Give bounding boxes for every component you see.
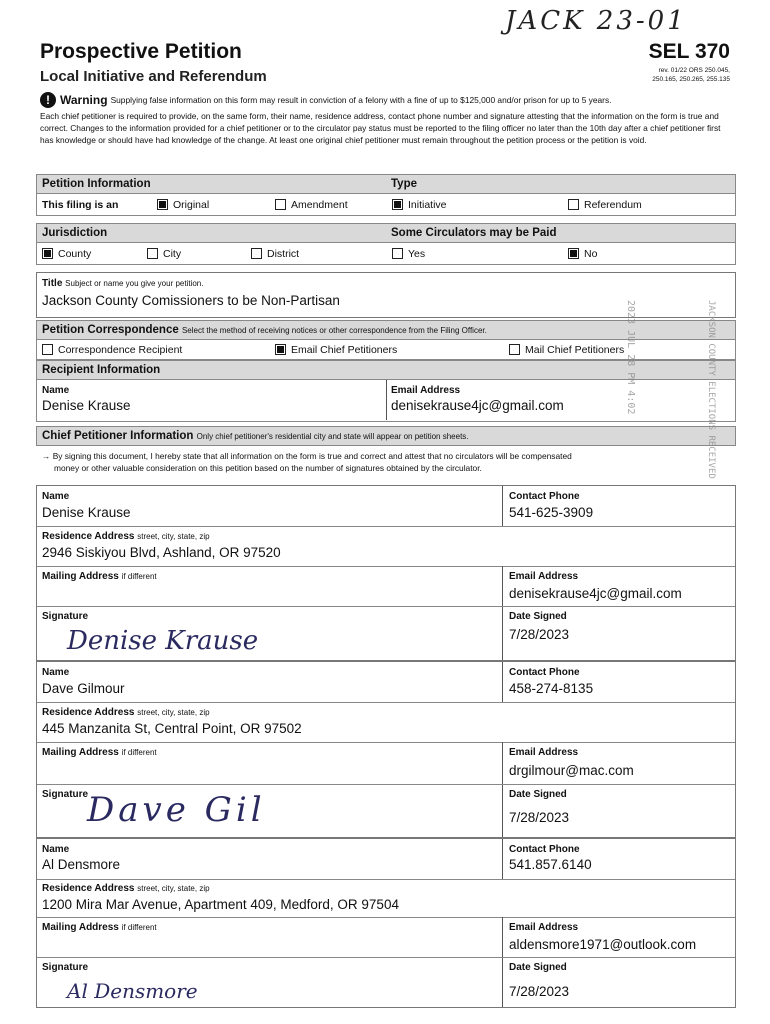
p3-divider-top bbox=[502, 839, 503, 879]
form-code: SEL 370 bbox=[648, 40, 730, 63]
arrow-right-icon: → bbox=[42, 451, 51, 461]
p3-rule-3 bbox=[37, 957, 735, 958]
chief-band bbox=[36, 426, 736, 446]
p3-name-value[interactable]: Al Densmore bbox=[42, 857, 121, 872]
p3-residence-value[interactable]: 1200 Mira Mar Avenue, Apartment 409, Medford, OR 97504 bbox=[42, 897, 399, 912]
petition-info-row bbox=[36, 194, 736, 216]
recipient-name-value[interactable]: Denise Krause bbox=[42, 398, 131, 413]
p2-date-label: Date Signed bbox=[509, 789, 567, 800]
city-label: City bbox=[163, 248, 182, 260]
p3-rule-2 bbox=[37, 917, 735, 918]
amendment-label: Amendment bbox=[291, 199, 348, 211]
form-subtitle: Local Initiative and Referendum bbox=[40, 68, 267, 85]
warning-line bbox=[40, 92, 732, 108]
initiative-checkbox[interactable] bbox=[392, 199, 403, 210]
p3-mailing-label bbox=[42, 922, 157, 933]
p3-residence-label-text: Residence Address bbox=[42, 883, 135, 894]
jurisdiction-row bbox=[36, 243, 736, 265]
p2-mailing-label bbox=[42, 747, 157, 758]
chief-heading bbox=[42, 430, 469, 442]
county-label: County bbox=[58, 248, 92, 260]
p2-mailing-hint: if different bbox=[121, 748, 157, 757]
district-label: District bbox=[267, 248, 300, 260]
recipient-divider bbox=[386, 380, 387, 420]
p1-rule-1 bbox=[37, 526, 735, 527]
p1-name-label: Name bbox=[42, 491, 70, 502]
p3-residence-hint: street, city, state, zip bbox=[137, 884, 210, 893]
revision-line-1: rev. 01/22 ORS 250.045, bbox=[658, 67, 730, 74]
recipient-email-value[interactable]: denisekrause4jc@gmail.com bbox=[391, 398, 564, 413]
referendum-label: Referendum bbox=[584, 199, 642, 211]
p1-signature: Denise Krause bbox=[67, 626, 259, 656]
p1-rule-2 bbox=[37, 566, 735, 567]
chief-heading-text: Chief Petitioner Information bbox=[42, 430, 194, 442]
city-checkbox[interactable] bbox=[147, 248, 158, 259]
attestation-text-1: By signing this document, I hereby state that all information on the form is true and correct and attest that no circulators will be compensated bbox=[52, 451, 572, 461]
paid-no-checkbox[interactable] bbox=[568, 248, 579, 259]
p3-residence-label bbox=[42, 883, 210, 894]
recipient-email-label: Email Address bbox=[391, 385, 461, 396]
p1-mailing-label-text: Mailing Address bbox=[42, 571, 119, 582]
p2-divider-top bbox=[502, 662, 503, 702]
p2-residence-label-text: Residence Address bbox=[42, 707, 135, 718]
petition-info-heading: Petition Information bbox=[42, 178, 151, 190]
p3-name-label: Name bbox=[42, 844, 70, 855]
p2-rule-3 bbox=[37, 784, 735, 785]
paid-no-label: No bbox=[584, 248, 598, 260]
p1-residence-label-text: Residence Address bbox=[42, 531, 135, 542]
p2-name-label: Name bbox=[42, 667, 70, 678]
filing-label: This filing is an bbox=[42, 199, 119, 211]
correspondence-hint: Select the method of receiving notices or other correspondence from the Filing Officer. bbox=[181, 326, 487, 335]
p3-mailing-label-text: Mailing Address bbox=[42, 922, 119, 933]
chief-hint: Only chief petitioner's residential city and state will appear on petition sheets. bbox=[196, 432, 469, 441]
p1-phone-value[interactable]: 541-625-3909 bbox=[509, 505, 594, 520]
title-label-text: Title bbox=[42, 278, 63, 289]
correspondence-heading bbox=[42, 324, 487, 336]
p1-email-value[interactable]: denisekrause4jc@gmail.com bbox=[509, 586, 682, 601]
p2-email-label: Email Address bbox=[509, 747, 579, 758]
revision-note bbox=[590, 66, 730, 84]
p3-date-value[interactable]: 7/28/2023 bbox=[509, 984, 570, 999]
p1-signature-label: Signature bbox=[42, 611, 89, 622]
p1-phone-label: Contact Phone bbox=[509, 491, 580, 502]
email-chief-label: Email Chief Petitioners bbox=[291, 344, 398, 356]
p3-date-label: Date Signed bbox=[509, 962, 567, 973]
received-stamp-date: 2023 JUL 28 PM 4:02 bbox=[625, 300, 636, 415]
p2-residence-hint: street, city, state, zip bbox=[137, 708, 210, 717]
p3-signature-label: Signature bbox=[42, 962, 89, 973]
recipient-name-label: Name bbox=[42, 385, 70, 396]
p3-email-label: Email Address bbox=[509, 922, 579, 933]
mail-chief-checkbox[interactable] bbox=[509, 344, 520, 355]
p2-mailing-label-text: Mailing Address bbox=[42, 747, 119, 758]
p1-residence-hint: street, city, state, zip bbox=[137, 532, 210, 541]
district-checkbox[interactable] bbox=[251, 248, 262, 259]
p2-signature: Dave Gil bbox=[87, 790, 266, 830]
p3-email-value[interactable]: aldensmore1971@outlook.com bbox=[509, 937, 697, 952]
p2-rule-2 bbox=[37, 742, 735, 743]
p1-name-value[interactable]: Denise Krause bbox=[42, 505, 131, 520]
mail-chief-label: Mail Chief Petitioners bbox=[525, 344, 625, 356]
received-stamp-office: JACKSON COUNTY ELECTIONS RECEIVED bbox=[706, 300, 716, 479]
correspondence-recipient-checkbox[interactable] bbox=[42, 344, 53, 355]
p1-rule-3 bbox=[37, 606, 735, 607]
warning-first-line: Supplying false information on this form may result in conviction of a felony with a fine of up to $125,000 and/or prison for up to 5 years. bbox=[110, 95, 612, 105]
p3-divider-bottom bbox=[502, 917, 503, 1007]
p3-rule-1 bbox=[37, 879, 735, 880]
attestation bbox=[42, 450, 732, 474]
form-title: Prospective Petition bbox=[40, 40, 242, 63]
original-checkbox[interactable] bbox=[157, 199, 168, 210]
p2-divider-bottom bbox=[502, 742, 503, 837]
exclamation-icon: ! bbox=[40, 92, 56, 108]
amendment-checkbox[interactable] bbox=[275, 199, 286, 210]
title-value[interactable]: Jackson County Comissioners to be Non-Partisan bbox=[42, 293, 340, 308]
handwritten-file-id: JACK 23-01 bbox=[505, 6, 687, 36]
petitioner-3-block bbox=[36, 838, 736, 1008]
p2-signature-label: Signature bbox=[42, 789, 89, 800]
type-heading: Type bbox=[391, 178, 417, 190]
p2-residence-value[interactable]: 445 Manzanita St, Central Point, OR 97502 bbox=[42, 721, 302, 736]
paid-yes-label: Yes bbox=[408, 248, 426, 260]
circulators-heading: Some Circulators may be Paid bbox=[391, 227, 557, 239]
p2-name-value[interactable]: Dave Gilmour bbox=[42, 681, 125, 696]
email-chief-checkbox[interactable] bbox=[275, 344, 286, 355]
attestation-line-1 bbox=[42, 450, 732, 462]
p3-phone-value[interactable]: 541.857.6140 bbox=[509, 857, 592, 872]
p1-mailing-label bbox=[42, 571, 157, 582]
p1-email-label: Email Address bbox=[509, 571, 579, 582]
p2-email-value[interactable]: drgilmour@mac.com bbox=[509, 763, 634, 778]
p1-divider-bottom bbox=[502, 566, 503, 660]
p3-mailing-hint: if different bbox=[121, 923, 157, 932]
p1-divider-top bbox=[502, 486, 503, 526]
warning-label: Warning bbox=[60, 93, 108, 107]
correspondence-recipient-label: Correspondence Recipient bbox=[58, 344, 183, 356]
revision-line-2: 250.165, 250.265, 255.135 bbox=[652, 76, 730, 83]
p1-residence-label bbox=[42, 531, 210, 542]
original-label: Original bbox=[173, 199, 210, 211]
p2-phone-label: Contact Phone bbox=[509, 667, 580, 678]
county-checkbox[interactable] bbox=[42, 248, 53, 259]
p1-mailing-hint: if different bbox=[121, 572, 157, 581]
attestation-line-2: money or other valuable consideration on this petition based on the number of signatures obtained by the circulator. bbox=[54, 463, 482, 473]
referendum-checkbox[interactable] bbox=[568, 199, 579, 210]
p2-phone-value[interactable]: 458-274-8135 bbox=[509, 681, 594, 696]
title-hint: Subject or name you give your petition. bbox=[65, 279, 204, 288]
p2-residence-label bbox=[42, 707, 210, 718]
correspondence-heading-text: Petition Correspondence bbox=[42, 324, 179, 336]
petitioner-2-block bbox=[36, 661, 736, 838]
jurisdiction-band bbox=[36, 223, 736, 243]
recipient-heading: Recipient Information bbox=[42, 364, 161, 376]
title-label bbox=[42, 278, 203, 289]
warning-body: Each chief petitioner is required to provide, on the same form, their name, residence address, contact phone number and signature attesting that the information on the form is true and correct. Changes to the information provided for a chief petitioner or to the circulator pay status must be reported to the filing officer no later than the 10th day after a chief petitioner first has knowledge or should have had knowledge of the change. At least one original chief petitioner must remain throughout the petition process or the petition is void. bbox=[40, 111, 721, 145]
paid-yes-checkbox[interactable] bbox=[392, 248, 403, 259]
p1-date-label: Date Signed bbox=[509, 611, 567, 622]
p2-rule-1 bbox=[37, 702, 735, 703]
jurisdiction-heading: Jurisdiction bbox=[42, 227, 108, 239]
petition-info-band bbox=[36, 174, 736, 194]
p1-residence-value[interactable]: 2946 Siskiyou Blvd, Ashland, OR 97520 bbox=[42, 545, 281, 560]
p3-signature: Al Densmore bbox=[67, 979, 198, 1003]
p1-date-value[interactable]: 7/28/2023 bbox=[509, 627, 570, 642]
p3-phone-label: Contact Phone bbox=[509, 844, 580, 855]
petitioner-1-block bbox=[36, 485, 736, 661]
p2-date-value[interactable]: 7/28/2023 bbox=[509, 810, 570, 825]
initiative-label: Initiative bbox=[408, 199, 447, 211]
